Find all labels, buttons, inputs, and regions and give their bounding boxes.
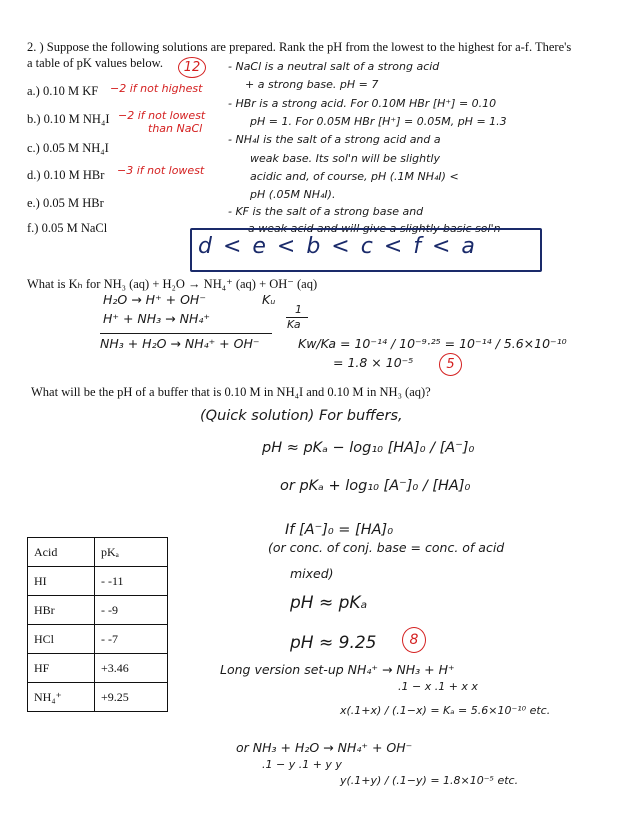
hw-buffer-line11: x(.1+x) / (.1−x) = Kₐ = 5.6×10⁻¹⁰ etc.: [340, 704, 551, 717]
hw-buffer-line12: or NH₃ + H₂O → NH₄⁺ + OH⁻: [236, 740, 413, 755]
hw-q2-line6: weak base. Its sol'n will be slightly: [250, 152, 440, 165]
hw-kb-reaction3: NH₃ + H₂O → NH₄⁺ + OH⁻: [100, 336, 260, 351]
hw-buffer-line5: (or conc. of conj. base = conc. of acid: [268, 540, 505, 555]
hw-q2-line4: pH = 1. For 0.05M HBr [H⁺] = 0.05M, pH = 1.3: [250, 115, 507, 128]
hw-buffer-line2: pH ≈ pKₐ − log₁₀ [HA]₀ / [A⁻]₀: [262, 440, 475, 456]
item-b: b.) 0.10 M NH₄I: [27, 112, 110, 126]
table-row: [28, 625, 168, 654]
question-2-text-line1: 2. ) Suppose the following solutions are prepared. Rank the pH from the lowest to the highest for a-f. There's: [27, 40, 572, 54]
hw-kb-ka: Ka: [287, 318, 301, 331]
table-cell-acid: HI: [28, 567, 95, 596]
grading-note-b2: than NaCl: [148, 122, 203, 135]
hw-buffer-line3: or pKₐ + log₁₀ [A⁻]₀ / [HA]₀: [280, 478, 471, 494]
hw-buffer-line10: .1 − x .1 + x x: [398, 680, 478, 693]
table-cell-pka: +3.46: [95, 654, 168, 683]
hw-q2-line8: pH (.05M NH₄I).: [250, 188, 336, 201]
hw-buffer-line9: Long version set-up NH₄⁺ → NH₃ + H⁺: [220, 662, 455, 677]
question-2-text-line2: a table of pK values below.: [27, 56, 163, 70]
hw-buffer-line4: If [A⁻]₀ = [HA]₀: [285, 522, 394, 538]
hw-kb-kw: Kᵤ: [262, 292, 276, 307]
table-cell-pka: +9.25: [95, 683, 168, 712]
score-circle-buffer: 8: [402, 627, 426, 653]
item-c: c.) 0.05 M NH₄I: [27, 141, 109, 155]
hw-buffer-line8: pH ≈ 9.25: [290, 633, 377, 653]
item-d: d.) 0.10 M HBr: [27, 168, 105, 182]
hw-buffer-line14: y(.1+y) / (.1−y) = 1.8×10⁻⁵ etc.: [340, 774, 519, 787]
pk-table: [27, 537, 168, 712]
table-header-pka: pKₐ: [95, 538, 168, 567]
table-cell-pka: - -11: [95, 567, 168, 596]
table-row: [28, 654, 168, 683]
table-cell-pka: - -9: [95, 596, 168, 625]
hw-buffer-line7: pH ≈ pKₐ: [290, 593, 368, 613]
hw-q2-line9: - KF is the salt of a strong base and: [228, 205, 424, 218]
table-cell-acid: HCl: [28, 625, 95, 654]
hw-kb-reaction1: H₂O → H⁺ + OH⁻: [103, 292, 206, 307]
hw-q2-line1: - NaCl is a neutral salt of a strong acid: [228, 60, 440, 73]
hw-kb-reaction2: H⁺ + NH₃ → NH₄⁺: [103, 311, 210, 326]
kb-question-text: What is Kₕ for NH₃ (aq) + H₂O → NH₄⁺ (aq) + OH⁻ (aq): [27, 277, 318, 291]
score-circle-kb: 5: [439, 353, 462, 376]
item-e: e.) 0.05 M HBr: [27, 196, 104, 210]
buffer-question-text: What will be the pH of a buffer that is 0.10 M in NH₄I and 0.10 M in NH₃ (aq)?: [31, 385, 431, 399]
item-a: a.) 0.10 M KF: [27, 84, 99, 98]
score-circle-q2: 12: [178, 57, 206, 78]
hw-kb-calc1: Kw/Ka = 10⁻¹⁴ / 10⁻⁹·²⁵ = 10⁻¹⁴ / 5.6×10⁻¹⁰: [298, 336, 567, 351]
hw-q2-line10: a weak acid and will give a slightly basic sol'n: [248, 222, 501, 235]
table-cell-acid: NH₄⁺: [28, 683, 95, 712]
hw-kb-calc2: = 1.8 × 10⁻⁵: [333, 355, 414, 370]
hw-buffer-line6: mixed): [290, 566, 334, 581]
grading-note-b: −2 if not lowest: [118, 109, 206, 122]
hw-q2-line5: - NH₄I is the salt of a strong acid and a: [228, 133, 441, 146]
table-row: [28, 567, 168, 596]
table-header-row: [28, 538, 168, 567]
table-cell-pka: - -7: [95, 625, 168, 654]
table-row: [28, 683, 168, 712]
table-row: [28, 596, 168, 625]
item-f: f.) 0.05 M NaCl: [27, 221, 108, 235]
hw-q2-line3: - HBr is a strong acid. For 0.10M HBr [H⁺] = 0.10: [228, 97, 497, 110]
hw-sum-line: [100, 333, 272, 334]
hw-kb-one: 1: [295, 303, 302, 316]
hw-q2-line7: acidic and, of course, pH (.1M NH₄I) <: [250, 170, 459, 183]
hw-buffer-line13: .1 − y .1 + y y: [262, 758, 342, 771]
hw-q2-line2: + a strong base. pH = 7: [245, 78, 379, 91]
table-cell-acid: HF: [28, 654, 95, 683]
table-header-acid: Acid: [28, 538, 95, 567]
ranking-answer: d < e < b < c < f < a: [198, 234, 477, 259]
grading-note-a: −2 if not highest: [110, 82, 203, 95]
table-cell-acid: HBr: [28, 596, 95, 625]
hw-buffer-line1: (Quick solution) For buffers,: [200, 408, 403, 424]
grading-note-d: −3 if not lowest: [117, 164, 205, 177]
